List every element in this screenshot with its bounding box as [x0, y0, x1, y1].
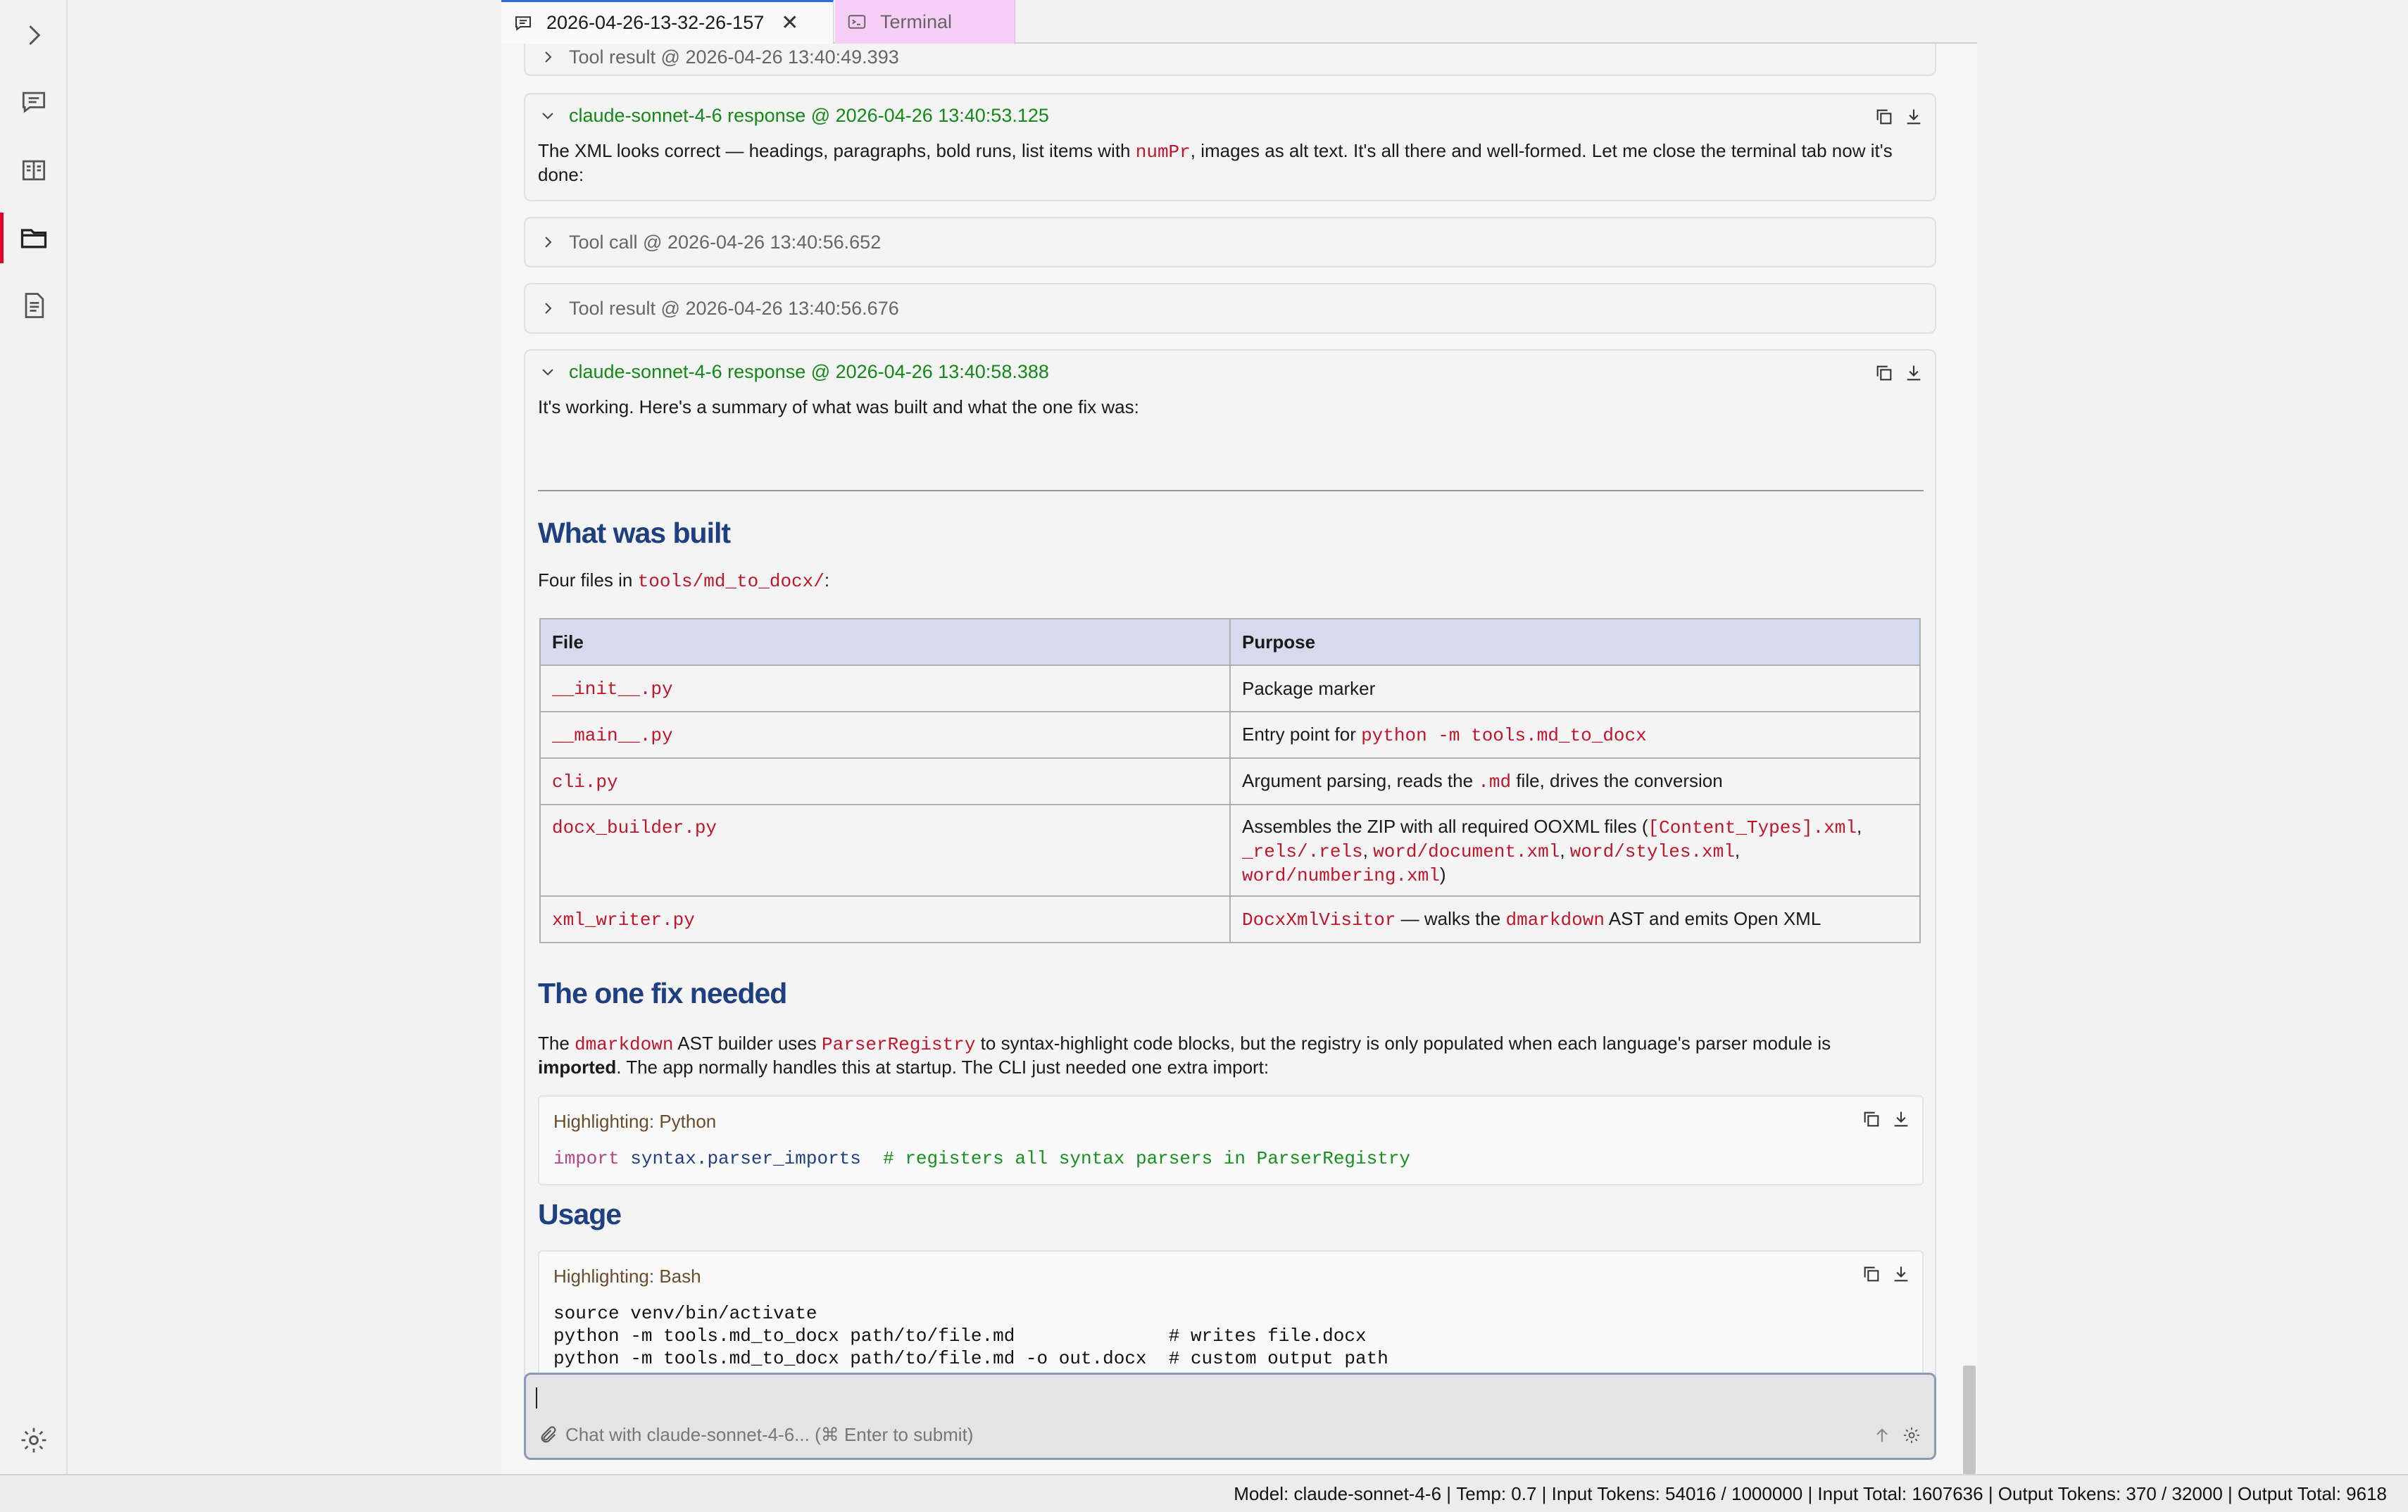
- heading-one-fix: The one fix needed: [538, 977, 787, 1009]
- divider: [538, 490, 1924, 491]
- response-header[interactable]: [539, 94, 1049, 137]
- tab-terminal[interactable]: [835, 0, 1015, 44]
- text-run: :: [824, 569, 830, 591]
- tool-call-label: Tool call @ 2026-04-26 13:40:56.652: [569, 231, 882, 253]
- status-separator: |: [1536, 1482, 1552, 1504]
- status-output-tokens: Output Tokens: 370 / 32000: [1998, 1482, 2223, 1504]
- status-bar: [0, 1474, 2408, 1512]
- chevron-right-icon: [539, 49, 556, 65]
- table-row: [540, 665, 1920, 712]
- file-purpose: AST and emits Open XML: [1604, 908, 1821, 929]
- tool-result-header[interactable]: [539, 284, 899, 332]
- code-content: [553, 1147, 1410, 1170]
- inline-code: [Content_Types].xml: [1648, 817, 1857, 838]
- response-card: [524, 349, 1936, 1398]
- file-purpose: file, drives the conversion: [1511, 770, 1723, 791]
- status-model: Model: claude-sonnet-4-6: [1234, 1482, 1442, 1504]
- gear-icon[interactable]: [0, 1412, 68, 1468]
- chat-hint: Chat with claude-sonnet-4-6... (⌘ Enter to submit): [565, 1424, 974, 1445]
- four-files-text: [538, 569, 1918, 593]
- chevron-down-icon: [539, 107, 556, 124]
- response-card: [524, 93, 1936, 201]
- status-separator: |: [2222, 1482, 2238, 1504]
- download-icon[interactable]: [1904, 107, 1924, 127]
- expand-chevron-icon[interactable]: [0, 7, 68, 63]
- table-row: [540, 896, 1920, 943]
- code-content: [553, 1302, 1388, 1370]
- tool-result-header[interactable]: [539, 44, 899, 75]
- inline-code: dmarkdown: [575, 1034, 674, 1055]
- inline-code: ParserRegistry: [822, 1034, 976, 1055]
- file-purpose: Entry point for: [1242, 724, 1362, 745]
- chevron-right-icon: [539, 234, 556, 251]
- gear-icon[interactable]: [1902, 1425, 1921, 1445]
- text-run: AST builder uses: [673, 1033, 822, 1054]
- file-purpose: Assembles the ZIP with all required OOXML files (: [1242, 816, 1648, 837]
- status-input-total: Input Total: 1607636: [1817, 1482, 1983, 1504]
- files-table: [539, 618, 1921, 943]
- chevron-down-icon: [539, 363, 556, 380]
- folder-icon[interactable]: [0, 210, 68, 266]
- text-run: The: [538, 1033, 575, 1054]
- chat-icon[interactable]: [0, 74, 68, 130]
- file-name: __init__.py: [552, 679, 673, 700]
- code-comment: # registers all syntax parsers in ParserRegistry: [883, 1148, 1411, 1169]
- inline-code: tools/md_to_docx/: [637, 571, 824, 592]
- heading-what-was-built: What was built: [538, 517, 730, 549]
- fix-text: [538, 1032, 1918, 1078]
- tool-call-header[interactable]: [539, 218, 881, 266]
- text-caret: [536, 1387, 537, 1409]
- table-row: [540, 758, 1920, 805]
- code-block-python: [538, 1095, 1924, 1185]
- text-run: Four files in: [538, 569, 638, 591]
- inline-code: DocxXmlVisitor: [1242, 909, 1396, 931]
- bold-run: imported: [538, 1057, 617, 1078]
- file-purpose: Package marker: [1242, 677, 1376, 699]
- status-separator: |: [1441, 1482, 1457, 1504]
- send-arrow-icon[interactable]: [1872, 1425, 1892, 1445]
- tool-result-label: Tool result @ 2026-04-26 13:40:49.393: [569, 46, 899, 68]
- response-header[interactable]: [539, 351, 1049, 393]
- download-icon[interactable]: [1891, 1109, 1911, 1129]
- heading-usage: Usage: [538, 1198, 622, 1230]
- file-purpose: ): [1439, 864, 1446, 885]
- tab-session-label: 2026-04-26-13-32-26-157: [546, 12, 765, 33]
- scrollbar-thumb[interactable]: [1963, 1366, 1976, 1474]
- inline-code: _rels/.rels: [1242, 841, 1363, 862]
- response-text: [538, 139, 1918, 186]
- text-run: . The app normally handles this at startup. The CLI just needed one extra import:: [616, 1057, 1269, 1078]
- conversation-pane: [501, 44, 1966, 1474]
- column-header-file: File: [540, 619, 1230, 665]
- tool-result-card[interactable]: [524, 283, 1936, 334]
- inline-code: word/document.xml: [1373, 841, 1560, 862]
- download-icon[interactable]: [1891, 1264, 1911, 1284]
- text-run: , images as alt text. It's all there and well-formed. Let me close the terminal tab now it's done:: [538, 140, 1893, 185]
- inline-code: word/styles.xml: [1569, 841, 1735, 862]
- code-line: python -m tools.md_to_docx path/to/file.md -o out.docx # custom output path: [553, 1348, 1388, 1369]
- code-line: source venv/bin/activate: [553, 1303, 817, 1324]
- tool-result-card[interactable]: [524, 44, 1936, 76]
- terminal-icon: [846, 11, 867, 32]
- activity-bar: [0, 0, 68, 1474]
- tool-call-card[interactable]: [524, 217, 1936, 267]
- tab-session[interactable]: [501, 0, 834, 44]
- column-header-purpose: Purpose: [1230, 619, 1920, 665]
- file-name: __main__.py: [552, 725, 673, 746]
- copy-icon[interactable]: [1862, 1264, 1881, 1284]
- chevron-right-icon: [539, 300, 556, 317]
- file-purpose: — walks the: [1396, 908, 1506, 929]
- response-header-label: claude-sonnet-4-6 response @ 2026-04-26 13:40:53.125: [569, 104, 1049, 126]
- table-header-row: [540, 619, 1920, 665]
- status-input-tokens: Input Tokens: 54016 / 1000000: [1551, 1482, 1803, 1504]
- chat-input-box[interactable]: [524, 1373, 1936, 1460]
- chat-bubble-icon: [513, 13, 534, 34]
- code-language-label: Highlighting: Python: [553, 1111, 717, 1132]
- inline-code: word/numbering.xml: [1242, 865, 1440, 886]
- file-name: xml_writer.py: [552, 909, 695, 931]
- tool-result-label: Tool result @ 2026-04-26 13:40:56.676: [569, 297, 899, 319]
- copy-icon[interactable]: [1874, 363, 1894, 383]
- copy-icon[interactable]: [1874, 107, 1894, 127]
- tab-terminal-label: Terminal: [880, 11, 953, 32]
- response-intro: It's working. Here's a summary of what was built and what the one fix was:: [538, 396, 1139, 417]
- copy-icon[interactable]: [1862, 1109, 1881, 1129]
- status-output-total: Output Total: 9618: [2237, 1482, 2387, 1504]
- file-name: docx_builder.py: [552, 817, 717, 838]
- inline-code: numPr: [1135, 141, 1191, 163]
- code-line: python -m tools.md_to_docx path/to/file.md # writes file.docx: [553, 1325, 1367, 1347]
- text-run: The XML looks correct — headings, paragraphs, bold runs, list items with: [538, 140, 1136, 161]
- inline-code: python -m tools.md_to_docx: [1361, 725, 1647, 746]
- scrollbar-track[interactable]: [1962, 44, 1977, 1474]
- response-header-label: claude-sonnet-4-6 response @ 2026-04-26 13:40:58.388: [569, 360, 1049, 382]
- file-purpose: Argument parsing, reads the: [1242, 770, 1479, 791]
- code-language-label: Highlighting: Bash: [553, 1266, 701, 1287]
- status-separator: |: [1802, 1482, 1818, 1504]
- chat-input[interactable]: [536, 1382, 1916, 1417]
- download-icon[interactable]: [1904, 363, 1924, 383]
- inline-code: dmarkdown: [1505, 909, 1605, 931]
- book-icon[interactable]: [0, 142, 68, 199]
- status-separator: |: [1983, 1482, 1998, 1504]
- text-run: to syntax-highlight code blocks, but the registry is only populated when each language's parser module is: [975, 1033, 1831, 1054]
- table-row: docx_builder.py Assembles the ZIP with all required OOXML files ([Content_Types].xml, _rels/.rels, word/document.xml, word/styles.xml, word/numbering.xml): [540, 805, 1920, 896]
- file-name: cli.py: [552, 771, 618, 793]
- code-module: syntax.parser_imports: [630, 1148, 861, 1169]
- tab-bar: [501, 0, 1977, 44]
- table-row: [540, 712, 1920, 758]
- status-temp: Temp: 0.7: [1456, 1482, 1537, 1504]
- paperclip-icon[interactable]: [539, 1425, 558, 1445]
- code-block-bash: [538, 1250, 1924, 1384]
- inline-code: .md: [1478, 771, 1512, 793]
- document-icon[interactable]: [0, 277, 68, 334]
- close-icon[interactable]: ✕: [781, 11, 799, 34]
- code-keyword: import: [553, 1148, 620, 1169]
